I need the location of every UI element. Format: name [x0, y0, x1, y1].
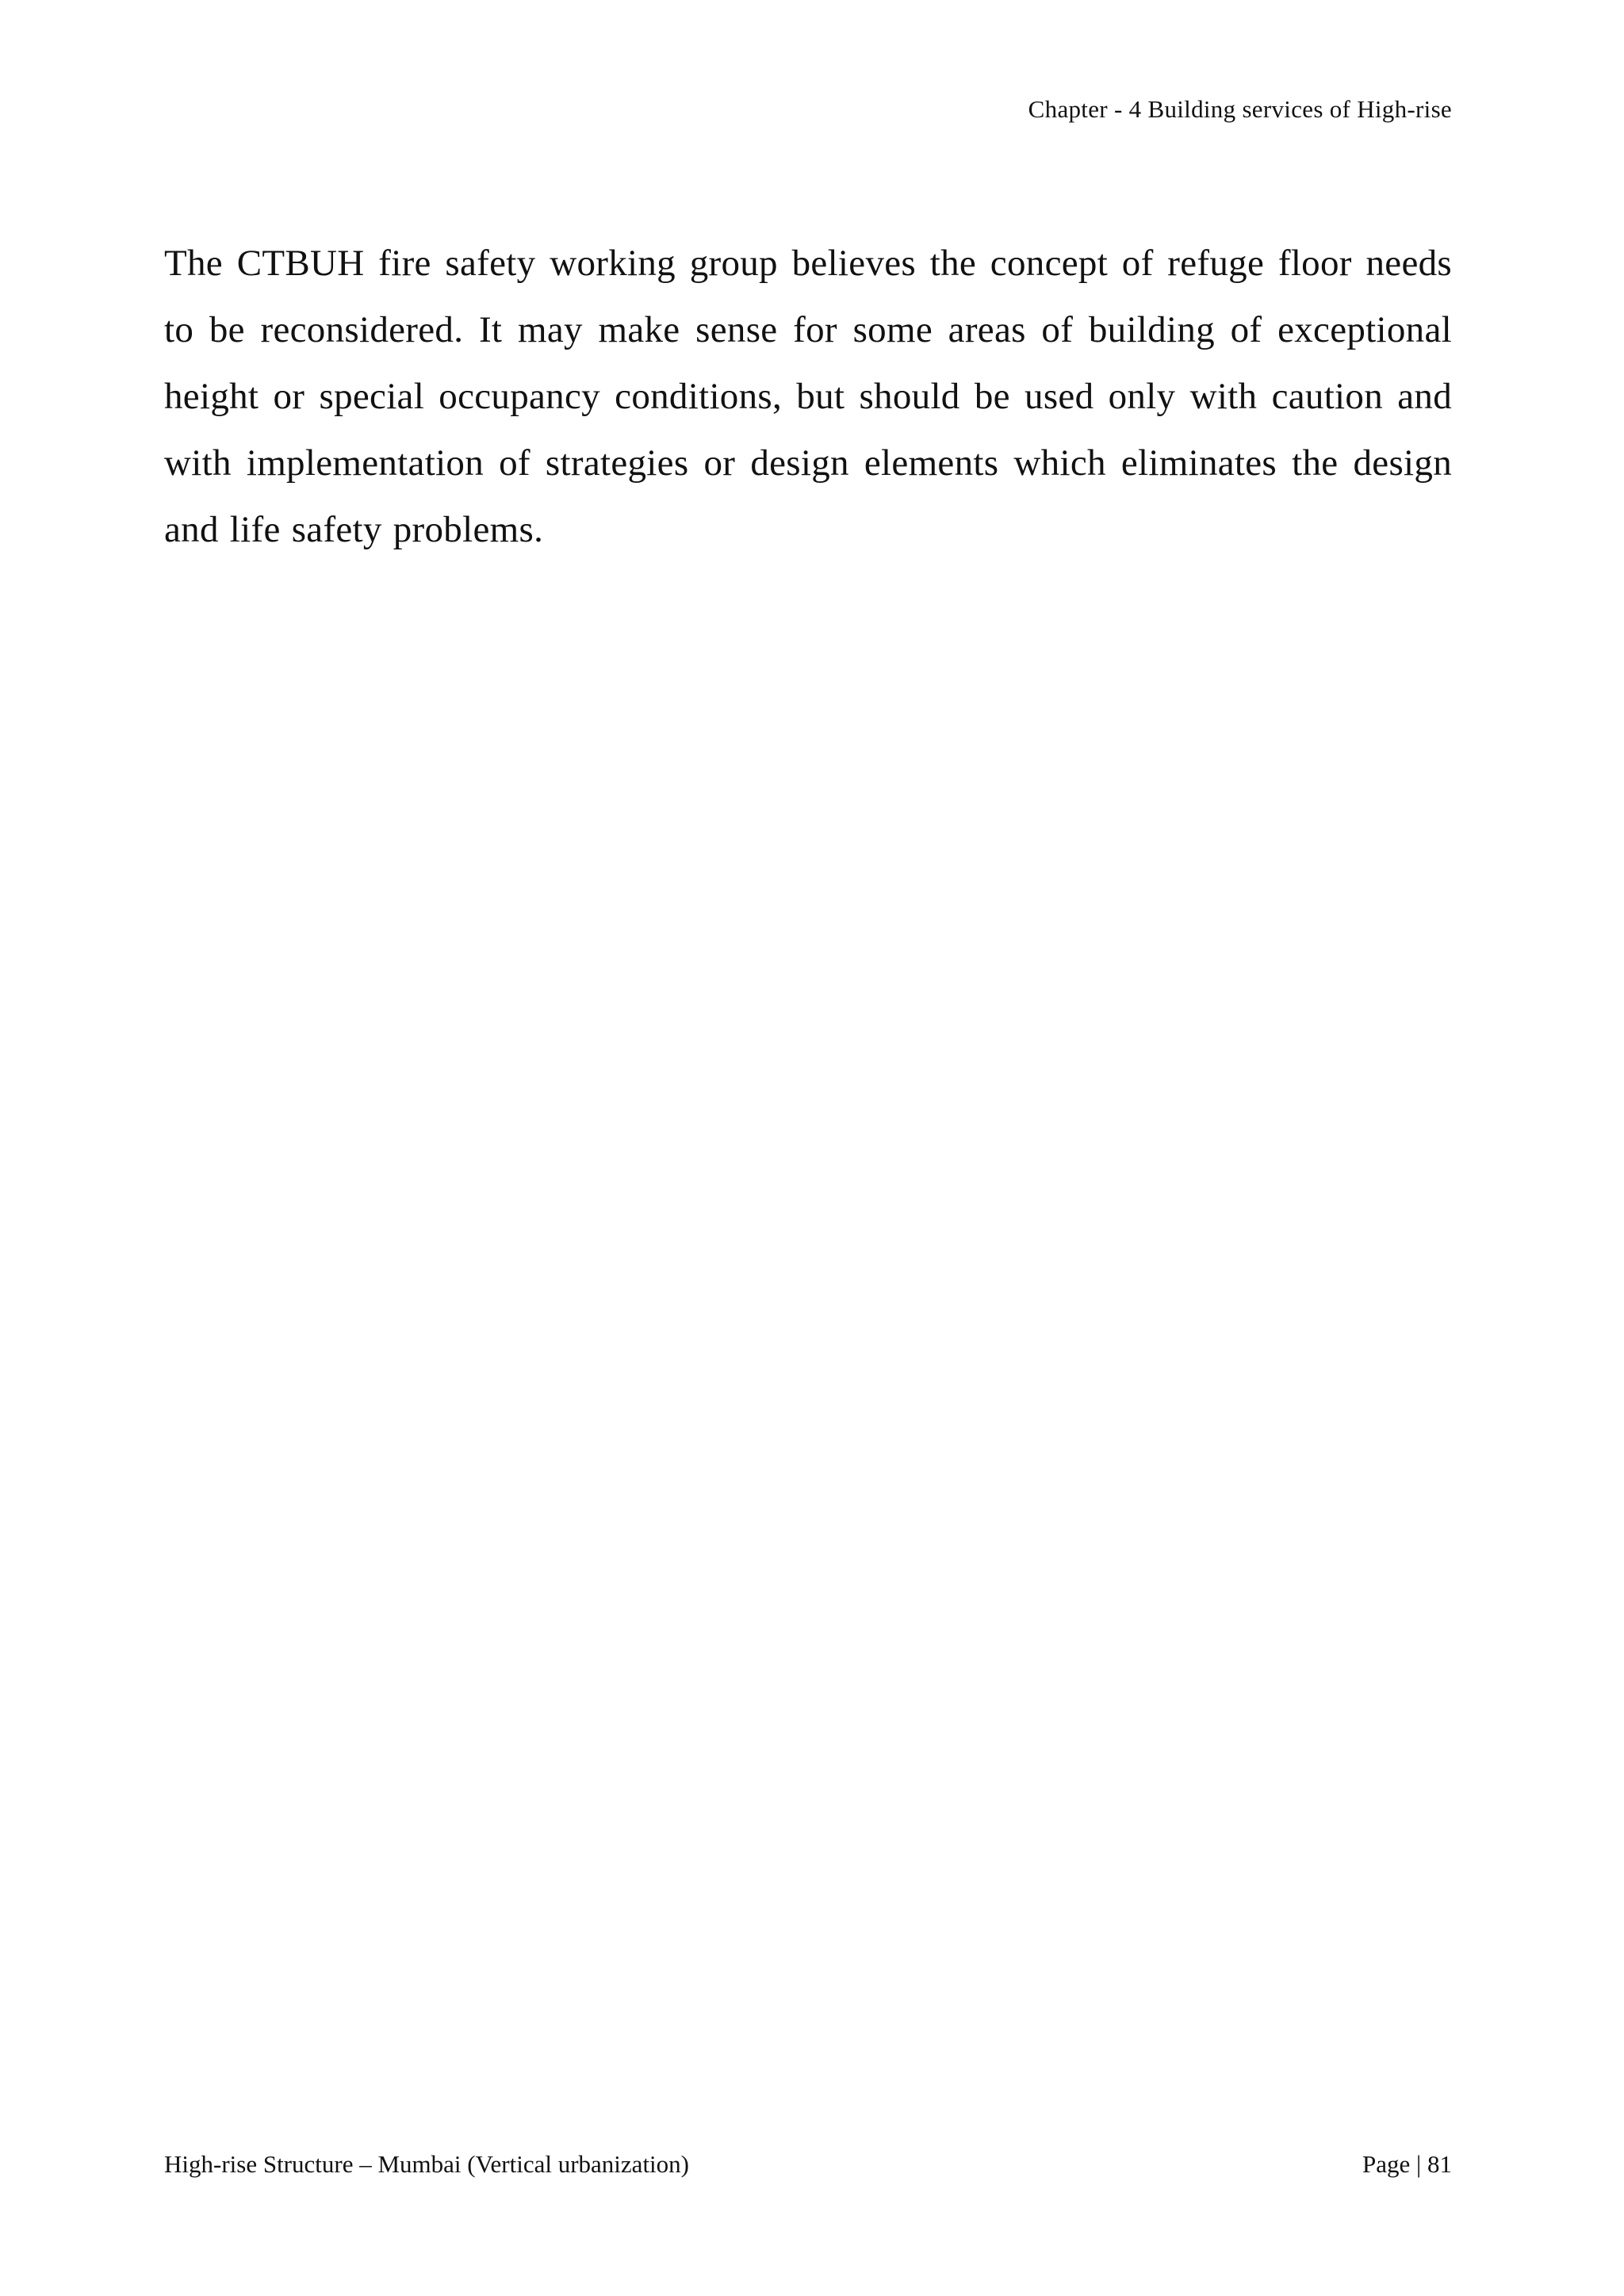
footer-document-title: High-rise Structure – Mumbai (Vertical urbanization) [164, 2150, 689, 2178]
running-header: Chapter - 4 Building services of High-rise [1028, 95, 1452, 123]
footer-page-number: Page | 81 [1362, 2150, 1452, 2178]
body-paragraph: The CTBUH fire safety working group believes the concept of refuge floor needs to be reconsidered. It may make sense for some areas of building of exceptional height or special occupancy conditions, but should be used only with caution and with implementation of strategies or design elements which eliminates the design and life safety problems. [164, 243, 1452, 550]
page-footer [164, 2150, 1452, 2179]
